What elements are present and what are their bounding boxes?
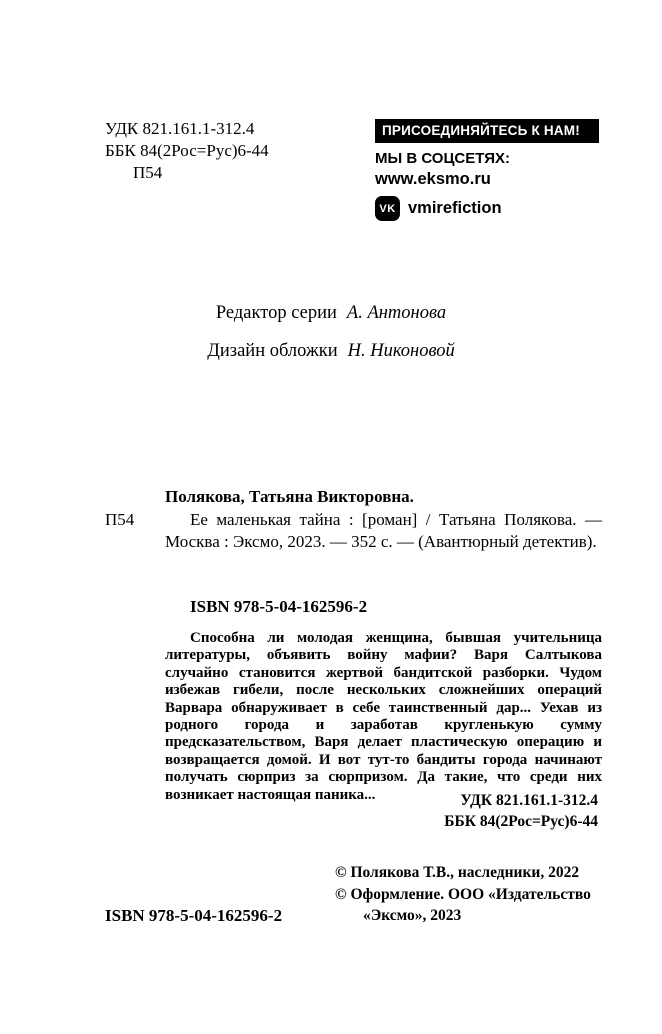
copyright-design: © Оформление. ООО «Издательство «Эксмо», 2023 xyxy=(335,885,591,924)
cover-designer-label: Дизайн обложки xyxy=(207,341,338,361)
vk-row xyxy=(375,196,599,221)
copyright-block xyxy=(335,862,599,927)
catalog-entry-row xyxy=(105,509,602,553)
series-editor-name: А. Антонова xyxy=(346,303,447,323)
social-networks-label: МЫ В СОЦСЕТЯХ: xyxy=(375,150,511,167)
join-us-banner: ПРИСОЕДИНЯЙТЕСЬ К НАМ! xyxy=(375,119,599,143)
udk-code-top: УДК 821.161.1-312.4 xyxy=(105,119,255,138)
cover-designer-name: Н. Никоновой xyxy=(347,341,455,361)
series-editor-label: Редактор серии xyxy=(215,303,337,323)
isbn-bottom: ISBN 978-5-04-162596-2 xyxy=(105,906,283,925)
udk-code-bottom: УДК 821.161.1-312.4 xyxy=(460,792,598,809)
book-annotation: Способна ли молодая женщина, бывшая учительница литературы, объявить войну мафии? Варя Салтыкова случайно становится жертвой бандитской разборки. Чудом избежав гибели, после нескольких сложнейших операций Варвара обнаруживает в себе таинственный дар... Уехав из родного города и заработав кругленькую сумму предсказательством, Варя делает пластическую операцию и возвращается домой. И вот тут-то бандиты города начинают получать сюрприз за сюрпризом. Да такие, что среди них возникает настоящая паника... xyxy=(165,630,602,803)
author-sign-catalog: П54 xyxy=(105,510,135,529)
social-block xyxy=(375,119,599,221)
isbn-catalog: ISBN 978-5-04-162596-2 xyxy=(190,597,368,616)
cover-designer-line xyxy=(0,341,662,362)
catalog-entry-text: Ее маленькая тайна : [роман] / Татьяна Полякова. — Москва : Эксмо, 2023. — 352 с. — (Авантюрный детектив). xyxy=(165,510,602,551)
publisher-website: www.eksmo.ru xyxy=(375,170,491,188)
series-editor-line xyxy=(0,303,662,324)
catalog-author: Полякова, Татьяна Викторовна. xyxy=(165,487,414,506)
bbk-code-top: ББК 84(2Рос=Рус)6-44 xyxy=(105,141,269,160)
bibliographic-codes-bottom xyxy=(444,791,598,832)
vk-handle: vmirefiction xyxy=(408,199,502,217)
bibliographic-codes-top xyxy=(105,118,269,184)
copyright-author: © Полякова Т.В., наследники, 2022 xyxy=(335,864,580,881)
vk-icon: VK xyxy=(375,196,400,221)
bbk-code-bottom: ББК 84(2Рос=Рус)6-44 xyxy=(444,812,598,830)
author-sign-top: П54 xyxy=(133,163,163,182)
